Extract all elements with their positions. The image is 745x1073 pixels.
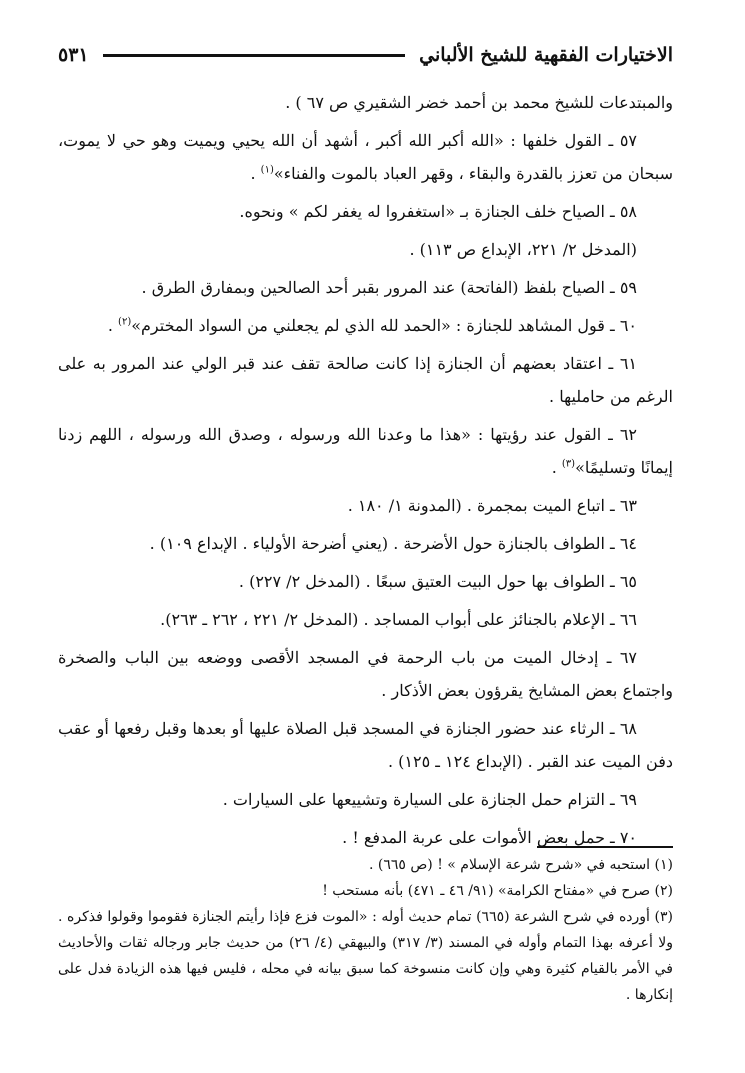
footnote-2: (٢) صرح في «مفتاح الكرامة» (٩١/ ٤٦ ـ ٤٧١) بأنه مستحب ! — [322, 883, 673, 899]
item-58-reference: (المدخل ٢/ ٢٢١، الإبداع ص ١١٣) . — [409, 240, 637, 259]
item-69: ٦٩ ـ التزام حمل الجنازة على السيارة وتشييعها على السيارات . — [222, 790, 637, 809]
footnote-separator — [537, 846, 673, 848]
footnote-ref-1: (١) — [260, 164, 274, 176]
header-rule — [103, 54, 406, 57]
item-64: ٦٤ ـ الطواف بالجنازة حول الأضرحة . (يعني أضرحة الأولياء . الإبداع ١٠٩) . — [149, 534, 637, 553]
item-61: ٦١ ـ اعتقاد بعضهم أن الجنازة إذا كانت صالحة تقف عند قبر الولي عند المرور به على الرغم من حامليها . — [58, 354, 673, 406]
item-58: ٥٨ ـ الصياح خلف الجنازة بـ «استغفروا له يغفر لكم » ونحوه. — [239, 202, 637, 221]
item-57: ٥٧ ـ القول خلفها : «الله أكبر الله أكبر ، أشهد أن الله يحيي ويميت وهو حي لا يموت، سبحان من تعزز بالقدرة والبقاء ، وقهر العباد بالموت والفناء»$^{(١)}$ . — [58, 131, 673, 183]
page-header — [58, 38, 673, 72]
running-title: الاختيارات الفقهية للشيخ الألباني — [419, 44, 673, 66]
main-text — [58, 86, 673, 859]
item-59: ٥٩ ـ الصياح بلفظ (الفاتحة) عند المرور بقبر أحد الصالحين وبمفارق الطرق . — [141, 278, 637, 297]
footnote-ref-3: (٣) — [561, 458, 576, 470]
footnote-1: (١) استحبه في «شرح شرعة الإسلام » ! (ص ٦٦٥) . — [368, 857, 673, 873]
item-66: ٦٦ ـ الإعلام بالجنائز على أبواب المساجد . (المدخل ٢/ ٢٢١ ، ٢٦٢ ـ ٢٦٣). — [160, 610, 637, 629]
item-63: ٦٣ ـ اتباع الميت بمجمرة . (المدونة ١/ ١٨٠ . — [347, 496, 637, 515]
paragraph-continuation: والمبتدعات للشيخ محمد بن أحمد خضر الشقيري ص ٦٧ ) . — [285, 93, 673, 112]
footnote-3: (٣) أورده في شرح الشرعة (٦٦٥) تمام حديث أوله : «الموت فزع فإذا رأيتم الجنازة فقوموا وقولوا فذكره . ولا أعرفه بهذا التمام وأوله في المسند (٣/ ٣١٧) والبيهقي (٤/ ٢٦) من حديث جابر ورجاله ثقات والأحاديث في الأمر بالقيام كثيرة وهي وإن كانت منسوخة كما سبق بيانه في محله ، فليس فيها هذه الزيادة فدل على إنكارها . — [58, 909, 674, 1003]
page-number: ٥٣١ — [58, 44, 89, 66]
item-60: ٦٠ ـ قول المشاهد للجنازة : «الحمد لله الذي لم يجعلني من السواد المخترم»$^{(٢)}$ . — [107, 316, 637, 335]
footnote-ref-2: (٢) — [118, 316, 132, 328]
item-65: ٦٥ ـ الطواف بها حول البيت العتيق سبعًا . (المدخل ٢/ ٢٢٧) . — [238, 572, 637, 591]
item-67: ٦٧ ـ إدخال الميت من باب الرحمة في المسجد الأقصى ووضعه بين الباب والصخرة واجتماع بعض المشايخ يقرؤون بعض الأذكار . — [58, 648, 673, 700]
item-68: ٦٨ ـ الرثاء عند حضور الجنازة في المسجد قبل الصلاة عليها أو بعدها وقبل رفعها أو عقب دفن الميت عند القبر . (الإبداع ١٢٤ ـ ١٢٥) . — [58, 719, 673, 771]
item-70: ٧٠ ـ حمل بعض الأموات على عربة المدفع ! . — [342, 828, 637, 847]
item-62: ٦٢ ـ القول عند رؤيتها : «هذا ما وعدنا الله ورسوله ، وصدق الله ورسوله ، اللهم زدنا إيمانًا وتسليمًا»$^{(٣)}$ . — [58, 425, 673, 477]
footnotes — [58, 852, 673, 1008]
